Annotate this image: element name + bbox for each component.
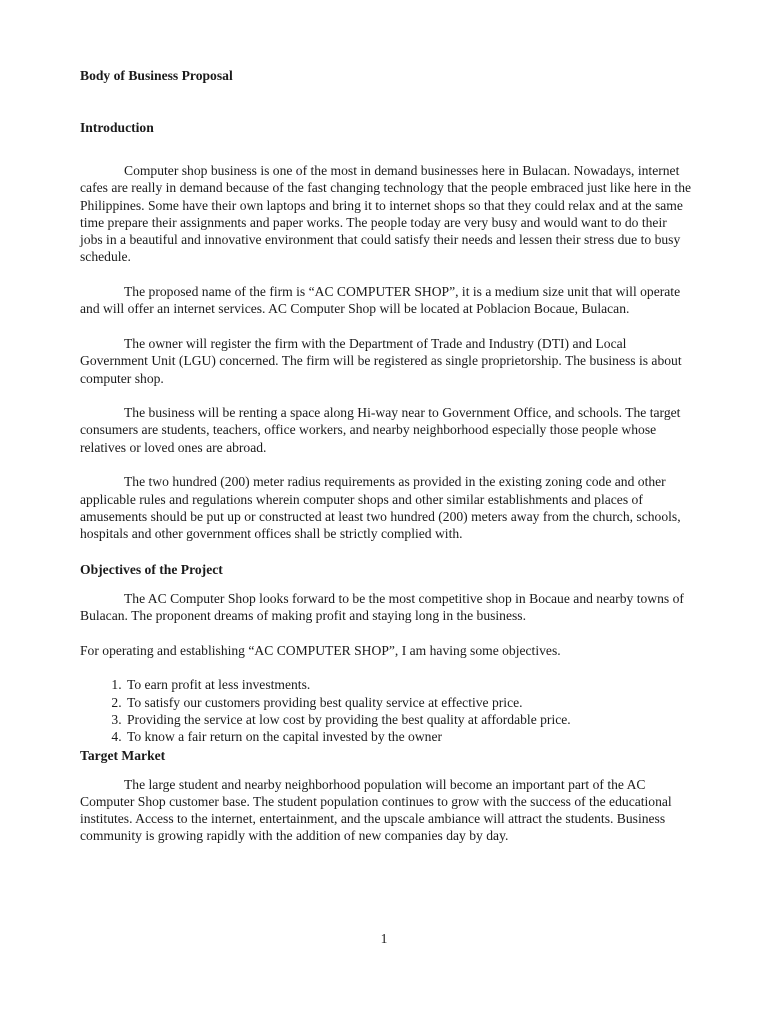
objectives-paragraph-2: For operating and establishing “AC COMPUTER SHOP”, I am having some objectives. — [80, 642, 561, 658]
list-item: 1. To earn profit at less investments. — [125, 676, 692, 693]
objectives-paragraph-1: The AC Computer Shop looks forward to be the most competitive shop in Bocaue and nearby towns of Bulacan. The proponent dreams of making profit and staying long in the business. — [80, 590, 684, 624]
objectives-heading: Objectives of the Project — [80, 561, 223, 577]
intro-paragraph-2: The proposed name of the firm is “AC COMPUTER SHOP”, it is a medium size unit that will operate and will offer an internet services. AC Computer Shop will be located at Poblacion Bocaue, Bulacan. — [80, 284, 681, 317]
intro-paragraph-1: Computer shop business is one of the most in demand businesses here in Bulacan. Nowadays, internet cafes are really in demand because of the fast changing technology that the people embraced just like here in the Philippines. Some have their own laptops and bring it to internet shops so that they could relax and at the same time prepare their assignments and paper works. The people today are very busy and would want to do their jobs in a beautiful and innovative environment that could satisfy their needs and lessen their stress due to busy schedule. — [80, 163, 692, 265]
list-item: 4. To know a fair return on the capital invested by the owner — [125, 728, 692, 745]
introduction-heading: Introduction — [80, 120, 154, 135]
page-number: 1 — [380, 931, 388, 946]
document-body — [80, 66, 692, 862]
list-item: 3. Providing the service at low cost by providing the best quality at affordable price. — [125, 711, 692, 728]
target-market-heading: Target Market — [80, 747, 166, 763]
objectives-list — [80, 676, 692, 745]
intro-paragraph-4: The business will be renting a space along Hi-way near to Government Office, and schools. The target consumers are students, teachers, office workers, and nearby neighborhood especially those people whose relatives or loved ones are abroad. — [80, 405, 681, 455]
target-market-paragraph: The large student and nearby neighborhood population will become an important part of the AC Computer Shop customer base. The student population continues to grow with the success of the educational institutes. Access to the internet, entertainment, and the upscale ambiance will attract the students. Business community is growing rapidly with the addition of new companies day by day. — [80, 776, 672, 844]
intro-paragraph-5: The two hundred (200) meter radius requirements as provided in the existing zoning code and other applicable rules and regulations wherein computer shops and other similar establishments and places of amusements should be put up or constructed at least two hundred (200) meters away from the church, schools, hospitals and other government offices shall be strictly complied with. — [80, 474, 681, 542]
document-title: Body of Business Proposal — [80, 68, 233, 83]
intro-paragraph-3: The owner will register the firm with the Department of Trade and Industry (DTI) and Local Government Unit (LGU) concerned. The firm will be registered as single proprietorship. The business is about computer shop. — [80, 335, 682, 386]
list-item: 2. To satisfy our customers providing best quality service at effective price. — [125, 694, 692, 711]
